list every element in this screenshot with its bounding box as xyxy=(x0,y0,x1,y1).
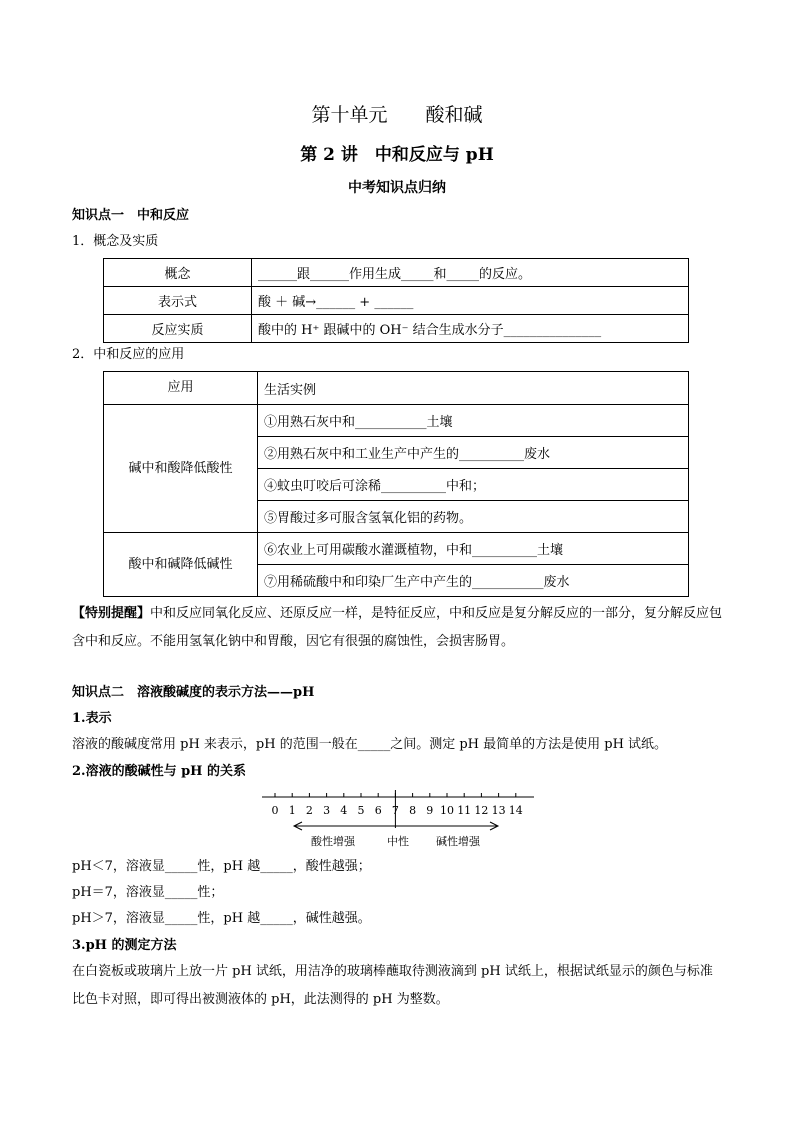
group-label-base: 酸中和碱降低碱性 xyxy=(104,533,258,597)
table-cell: ⑤胃酸过多可服含氢氧化铝的药物。 xyxy=(258,501,689,533)
kp2-s2-title: 2.溶液的酸碱性与 pH 的关系 xyxy=(72,764,246,779)
table-row xyxy=(104,315,689,343)
table-cell: ⑦用稀硫酸中和印染厂生产中产生的___________废水 xyxy=(258,565,689,597)
ph-line-1: pH＜7，溶液显_____性，pH 越_____，酸性越强； xyxy=(72,859,371,874)
table-cell: ②用熟石灰中和工业生产中产生的__________废水 xyxy=(258,437,689,469)
table-cell-value: ______跟______作用生成_____和_____的反应。 xyxy=(252,259,689,287)
table-cell-value: 酸 ＋ 碱→______ + ______ xyxy=(252,287,689,315)
kp1-sub2: 2．中和反应的应用 xyxy=(72,347,185,362)
scale-tick-label: 7 xyxy=(391,804,399,817)
kp1-heading: 知识点一 中和反应 xyxy=(72,208,190,223)
scale-tick-label: 6 xyxy=(374,804,382,817)
scale-tick-label: 14 xyxy=(508,804,523,817)
scale-tick-label: 8 xyxy=(409,804,417,817)
ph-scale xyxy=(258,788,538,848)
base-label: 碱性增强 xyxy=(436,835,480,848)
table-cell-value: 酸中的 H⁺ 跟碱中的 OH⁻ 结合生成水分子_______________ xyxy=(252,315,689,343)
scale-tick-label: 4 xyxy=(340,804,348,817)
tip-text: 中和反应同氧化反应、还原反应一样，是特征反应，中和反应是复分解反应的一部分，复分解反应包含中和反应。不能用氢氧化钠中和胃酸，因它有很强的腐蚀性，会损害肠胃。 xyxy=(72,606,723,649)
table-header-cell: 应用 xyxy=(104,372,258,405)
table-header-row xyxy=(104,372,689,405)
table-header-cell: 生活实例 xyxy=(258,372,689,405)
table-cell-label: 反应实质 xyxy=(104,315,252,343)
special-tip xyxy=(72,600,724,656)
scale-tick-label: 1 xyxy=(288,804,296,817)
scale-tick-label: 10 xyxy=(440,804,454,817)
table-cell: ①用熟石灰中和___________土壤 xyxy=(258,405,689,437)
neutral-label: 中性 xyxy=(387,835,409,848)
concept-table xyxy=(103,258,689,343)
table-cell-label: 概念 xyxy=(104,259,252,287)
scale-tick-label: 3 xyxy=(323,804,331,817)
table-row xyxy=(104,259,689,287)
scale-tick-label: 13 xyxy=(491,804,506,817)
scale-tick-label: 11 xyxy=(457,804,472,817)
section-title: 中考知识点归纳 xyxy=(348,180,446,196)
scale-tick-label: 5 xyxy=(357,804,365,817)
table-cell: ⑥农业上可用碳酸水灌溉植物，中和__________土壤 xyxy=(258,533,689,565)
tip-label: 【特别提醒】 xyxy=(72,606,151,621)
kp2-s1-title: 1.表示 xyxy=(72,711,112,726)
scale-ticks xyxy=(272,790,523,828)
table-row xyxy=(104,405,689,437)
application-table xyxy=(103,371,689,597)
kp2-heading: 知识点二 溶液酸碱度的表示方法——pH xyxy=(72,685,315,700)
acid-label: 酸性增强 xyxy=(311,835,355,848)
scale-tick-label: 12 xyxy=(474,804,489,817)
kp2-s3-text: 在白瓷板或玻璃片上放一片 pH 试纸，用洁净的玻璃棒蘸取待测液滴到 pH 试纸上，根据试纸显示的颜色与标准比色卡对照，即可得出被测液体的 pH，此法测得的 pH 为整数。 xyxy=(72,964,713,1007)
kp2-s1-text: 溶液的酸碱度常用 pH 来表示，pH 的范围一般在_____之间。测定 pH 最简单的方法是使用 pH 试纸。 xyxy=(72,737,668,752)
ph-line-3: pH＞7，溶液显_____性，pH 越_____，碱性越强。 xyxy=(72,911,371,926)
scale-tick-label: 2 xyxy=(305,804,313,817)
table-cell: ④蚊虫叮咬后可涂稀__________中和； xyxy=(258,469,689,501)
group-label-acid: 碱中和酸降低酸性 xyxy=(104,405,258,533)
scale-tick-label: 9 xyxy=(426,804,434,817)
lecture-title: 第 2 讲 中和反应与 pH xyxy=(300,145,494,165)
scale-tick-label: 0 xyxy=(271,804,279,817)
ph-line-2: pH＝7，溶液显_____性； xyxy=(72,885,224,900)
kp2-s3-title: 3.pH 的测定方法 xyxy=(72,938,177,953)
unit-title: 第十单元 酸和碱 xyxy=(311,104,483,126)
table-row xyxy=(104,533,689,565)
table-cell-label: 表示式 xyxy=(104,287,252,315)
kp1-sub1: 1．概念及实质 xyxy=(72,234,159,249)
table-row xyxy=(104,287,689,315)
